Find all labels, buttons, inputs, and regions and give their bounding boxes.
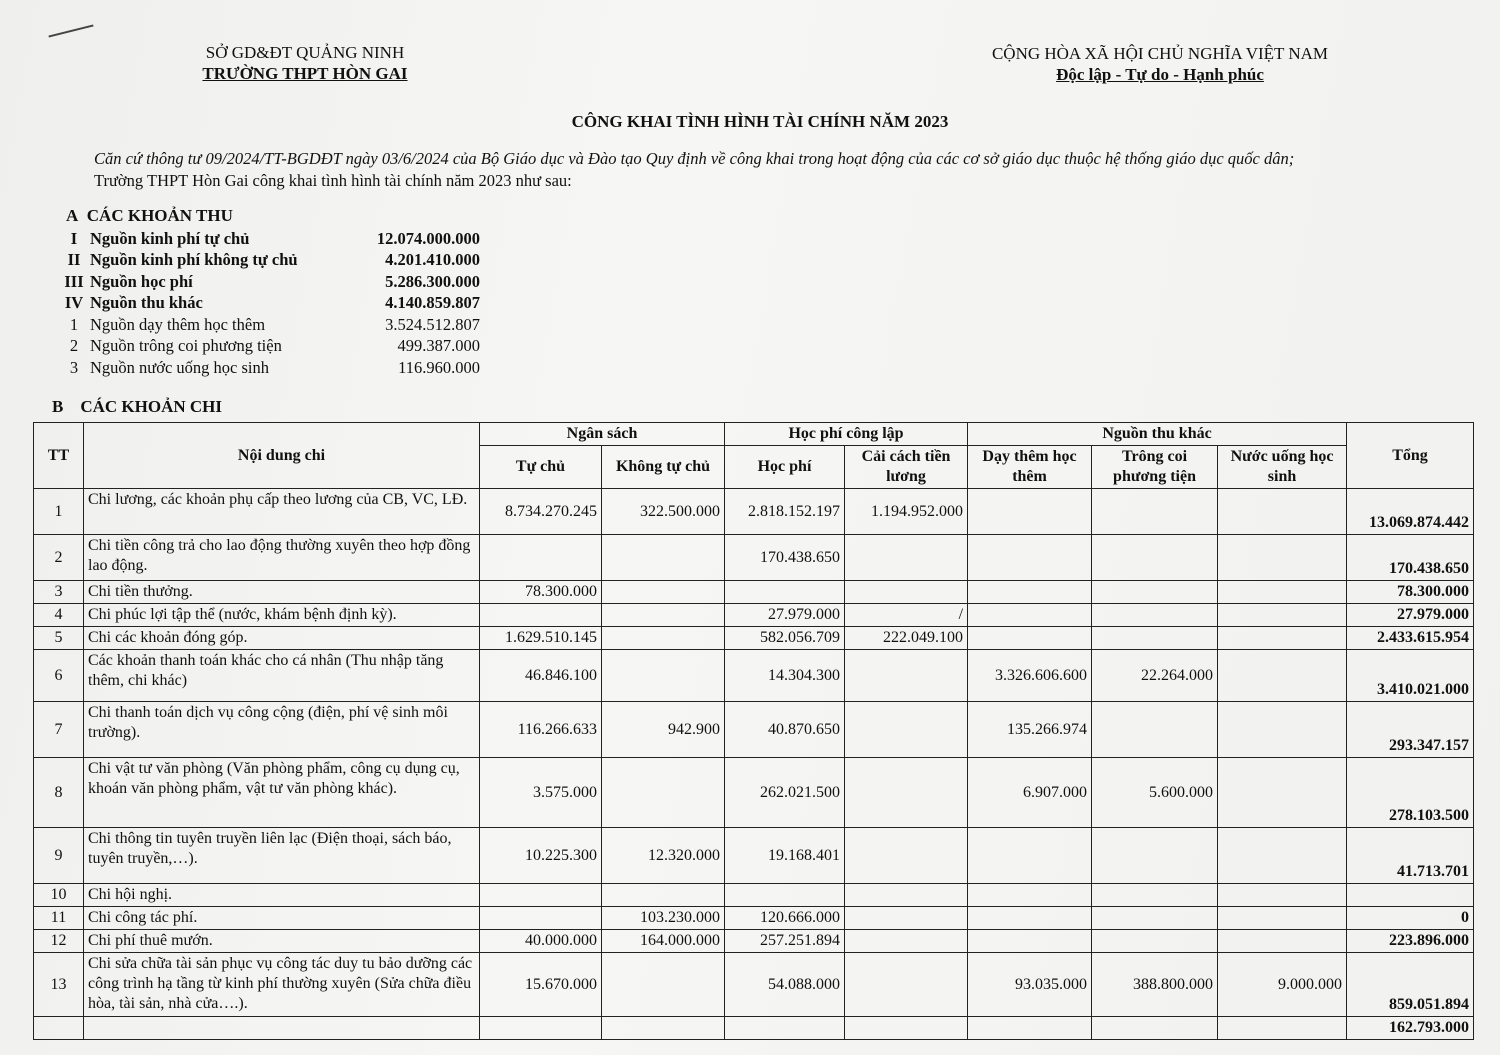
table-row	[34, 627, 1474, 650]
cell-day-them	[968, 535, 1092, 581]
cell-khong-tu-chu	[602, 953, 725, 1017]
cell-nuoc-uong	[1218, 1017, 1347, 1040]
cell-trong-coi: 22.264.000	[1092, 650, 1218, 702]
cell-hoc-phi: 257.251.894	[725, 930, 845, 953]
cell-tong: 41.713.701	[1347, 828, 1474, 884]
row-content: Chi lương, các khoản phụ cấp theo lương của CB, VC, LĐ.	[84, 489, 480, 535]
cell-nuoc-uong	[1218, 535, 1347, 581]
cell-hoc-phi: 262.021.500	[725, 758, 845, 828]
header-nguon-thu-khac: Nguồn thu khác	[968, 423, 1347, 446]
cell-tong	[1347, 884, 1474, 907]
income-item-number: 1	[69, 314, 79, 334]
row-number: 12	[34, 930, 84, 953]
cell-tong: 278.103.500	[1347, 758, 1474, 828]
cell-khong-tu-chu	[602, 581, 725, 604]
cell-cai-cach	[845, 758, 968, 828]
cell-day-them	[968, 828, 1092, 884]
header-ngan-sach: Ngân sách	[480, 423, 725, 446]
income-item	[60, 228, 490, 250]
section-b-heading: B CÁC KHOẢN CHI	[52, 397, 223, 416]
income-item	[60, 314, 490, 336]
header-tu-chu: Tự chủ	[480, 446, 602, 489]
row-number: 1	[34, 489, 84, 535]
cell-tong: 78.300.000	[1347, 581, 1474, 604]
cell-tu-chu: 40.000.000	[480, 930, 602, 953]
cell-hoc-phi: 27.979.000	[725, 604, 845, 627]
table-row	[34, 907, 1474, 930]
row-number: 13	[34, 953, 84, 1017]
income-item	[60, 336, 490, 358]
cell-tong: 170.438.650	[1347, 535, 1474, 581]
row-content: Chi thông tin tuyên truyền liên lạc (Điện thoại, sách báo, tuyên truyền,…).	[84, 828, 480, 884]
table-row	[34, 489, 1474, 535]
cell-day-them: 3.326.606.600	[968, 650, 1092, 702]
cell-trong-coi	[1092, 828, 1218, 884]
cell-khong-tu-chu	[602, 535, 725, 581]
cell-tu-chu	[480, 1017, 602, 1040]
income-item-amount: 4.201.410.000	[385, 250, 480, 270]
row-content: Chi sửa chữa tài sản phục vụ công tác duy tu bảo dưỡng các công trình hạ tầng từ kinh phí thường xuyên (Sửa chữa điều hòa, tài sản, nhà cửa….).	[84, 953, 480, 1017]
cell-day-them	[968, 627, 1092, 650]
row-number: 10	[34, 884, 84, 907]
cell-tu-chu: 10.225.300	[480, 828, 602, 884]
cell-tu-chu: 15.670.000	[480, 953, 602, 1017]
cell-trong-coi	[1092, 535, 1218, 581]
income-item-amount: 116.960.000	[398, 357, 480, 377]
cell-hoc-phi: 170.438.650	[725, 535, 845, 581]
cell-tu-chu: 8.734.270.245	[480, 489, 602, 535]
cell-cai-cach: /	[845, 604, 968, 627]
cell-trong-coi	[1092, 702, 1218, 758]
cell-hoc-phi: 19.168.401	[725, 828, 845, 884]
cell-hoc-phi	[725, 581, 845, 604]
cell-day-them	[968, 930, 1092, 953]
cell-cai-cach	[845, 953, 968, 1017]
header-nuoc-uong: Nước uống học sinh	[1218, 446, 1347, 489]
cell-trong-coi: 5.600.000	[1092, 758, 1218, 828]
row-content: Chi vật tư văn phòng (Văn phòng phẩm, công cụ dụng cụ, khoán văn phòng phẩm, vật tư văn phòng khác).	[84, 758, 480, 828]
cell-cai-cach	[845, 828, 968, 884]
income-item-label: Nguồn trông coi phương tiện	[90, 336, 282, 356]
header-content: Nội dung chi	[84, 423, 480, 489]
cell-trong-coi: 388.800.000	[1092, 953, 1218, 1017]
row-content: Chi hội nghị.	[84, 884, 480, 907]
intro-line-1: Căn cứ thông tư 09/2024/TT-BGDĐT ngày 03/6/2024 của Bộ Giáo dục và Đào tạo Quy định về công khai trong hoạt động của các cơ sở giáo dục thuộc hệ thống giáo dục quốc dân;	[94, 149, 1295, 168]
row-content: Chi tiền công trả cho lao động thường xuyên theo hợp đồng lao động.	[84, 535, 480, 581]
cell-day-them: 93.035.000	[968, 953, 1092, 1017]
row-content: Chi phúc lợi tập thể (nước, khám bệnh định kỳ).	[84, 604, 480, 627]
income-item-label: Nguồn học phí	[90, 271, 193, 291]
cell-khong-tu-chu	[602, 758, 725, 828]
header-tong: Tổng	[1347, 423, 1474, 489]
row-number: 5	[34, 627, 84, 650]
cell-nuoc-uong	[1218, 650, 1347, 702]
header-left	[150, 42, 460, 84]
cell-tu-chu: 78.300.000	[480, 581, 602, 604]
cell-hoc-phi: 120.666.000	[725, 907, 845, 930]
cell-khong-tu-chu	[602, 1017, 725, 1040]
cell-day-them	[968, 907, 1092, 930]
cell-nuoc-uong	[1218, 581, 1347, 604]
cell-khong-tu-chu: 322.500.000	[602, 489, 725, 535]
cell-khong-tu-chu: 103.230.000	[602, 907, 725, 930]
cell-hoc-phi: 40.870.650	[725, 702, 845, 758]
cell-tong: 0	[1347, 907, 1474, 930]
row-number	[34, 1017, 84, 1040]
cell-cai-cach	[845, 1017, 968, 1040]
cell-tu-chu: 116.266.633	[480, 702, 602, 758]
cell-tu-chu: 1.629.510.145	[480, 627, 602, 650]
national-motto: Độc lập - Tự do - Hạnh phúc	[1056, 65, 1264, 84]
table-row	[34, 702, 1474, 758]
cell-tu-chu	[480, 907, 602, 930]
cell-cai-cach	[845, 581, 968, 604]
row-number: 4	[34, 604, 84, 627]
cell-cai-cach	[845, 930, 968, 953]
cell-tu-chu	[480, 604, 602, 627]
cell-tong: 2.433.615.954	[1347, 627, 1474, 650]
cell-nuoc-uong	[1218, 627, 1347, 650]
income-list	[60, 228, 490, 379]
cell-khong-tu-chu: 12.320.000	[602, 828, 725, 884]
cell-day-them	[968, 884, 1092, 907]
cell-tong: 162.793.000	[1347, 1017, 1474, 1040]
cell-cai-cach: 1.194.952.000	[845, 489, 968, 535]
income-item-label: Nguồn kinh phí tự chủ	[90, 228, 250, 248]
cell-cai-cach	[845, 535, 968, 581]
school-name: TRƯỜNG THPT HÒN GAI	[202, 64, 408, 83]
income-item	[60, 357, 490, 379]
national-title: CỘNG HÒA XÃ HỘI CHỦ NGHĨA VIỆT NAM	[991, 44, 1329, 63]
cell-khong-tu-chu: 942.900	[602, 702, 725, 758]
table-row	[34, 1017, 1474, 1040]
cell-cai-cach	[845, 907, 968, 930]
cell-day-them: 135.266.974	[968, 702, 1092, 758]
income-item-amount: 5.286.300.000	[385, 271, 480, 291]
row-content: Chi các khoản đóng góp.	[84, 627, 480, 650]
cell-nuoc-uong	[1218, 758, 1347, 828]
table-row	[34, 581, 1474, 604]
cell-trong-coi	[1092, 489, 1218, 535]
cell-hoc-phi	[725, 884, 845, 907]
table-row	[34, 884, 1474, 907]
row-content: Chi công tác phí.	[84, 907, 480, 930]
row-number: 8	[34, 758, 84, 828]
income-item-amount: 3.524.512.807	[385, 314, 480, 334]
income-item-number: II	[67, 250, 81, 270]
table-row	[34, 930, 1474, 953]
header-right	[960, 43, 1360, 85]
table-row	[34, 604, 1474, 627]
cell-hoc-phi: 2.818.152.197	[725, 489, 845, 535]
income-item	[60, 250, 490, 272]
intro-text	[94, 148, 1414, 192]
cell-tu-chu	[480, 535, 602, 581]
cell-trong-coi	[1092, 604, 1218, 627]
cell-day-them	[968, 1017, 1092, 1040]
document-title: CÔNG KHAI TÌNH HÌNH TÀI CHÍNH NĂM 2023	[571, 112, 949, 131]
pen-mark	[48, 24, 93, 37]
cell-trong-coi	[1092, 627, 1218, 650]
cell-nuoc-uong	[1218, 702, 1347, 758]
cell-nuoc-uong	[1218, 604, 1347, 627]
income-item-number: IV	[64, 293, 84, 313]
cell-nuoc-uong	[1218, 907, 1347, 930]
row-content: Các khoản thanh toán khác cho cá nhân (Thu nhập tăng thêm, chi khác)	[84, 650, 480, 702]
cell-hoc-phi	[725, 1017, 845, 1040]
cell-nuoc-uong: 9.000.000	[1218, 953, 1347, 1017]
header-trong-coi: Trông coi phương tiện	[1092, 446, 1218, 489]
table-row	[34, 758, 1474, 828]
income-item-number: III	[64, 271, 84, 291]
header-cai-cach: Cải cách tiền lương	[845, 446, 968, 489]
cell-tong: 859.051.894	[1347, 953, 1474, 1017]
cell-khong-tu-chu	[602, 604, 725, 627]
department-name: SỞ GD&ĐT QUẢNG NINH	[205, 43, 405, 62]
row-content: Chi tiền thưởng.	[84, 581, 480, 604]
cell-nuoc-uong	[1218, 489, 1347, 535]
cell-khong-tu-chu	[602, 884, 725, 907]
table-row	[34, 953, 1474, 1017]
income-item-amount: 4.140.859.807	[385, 293, 480, 313]
cell-nuoc-uong	[1218, 884, 1347, 907]
cell-tong: 13.069.874.442	[1347, 489, 1474, 535]
cell-tong: 293.347.157	[1347, 702, 1474, 758]
cell-trong-coi	[1092, 884, 1218, 907]
header-hoc-phi: Học phí	[725, 446, 845, 489]
row-number: 7	[34, 702, 84, 758]
cell-day-them	[968, 489, 1092, 535]
cell-hoc-phi: 54.088.000	[725, 953, 845, 1017]
header-khong-tu-chu: Không tự chủ	[602, 446, 725, 489]
row-content: Chi thanh toán dịch vụ công cộng (điện, phí vệ sinh môi trường).	[84, 702, 480, 758]
intro-line-2: Trường THPT Hòn Gai công khai tình hình tài chính năm 2023 như sau:	[94, 171, 572, 190]
cell-trong-coi	[1092, 1017, 1218, 1040]
cell-trong-coi	[1092, 581, 1218, 604]
cell-trong-coi	[1092, 907, 1218, 930]
table-row	[34, 650, 1474, 702]
cell-day-them: 6.907.000	[968, 758, 1092, 828]
section-a-heading: A CÁC KHOẢN THU	[66, 206, 233, 225]
header-hoc-phi-cong-lap: Học phí công lập	[725, 423, 968, 446]
table-row	[34, 828, 1474, 884]
cell-cai-cach	[845, 702, 968, 758]
row-number: 6	[34, 650, 84, 702]
table-row	[34, 535, 1474, 581]
income-item-amount: 12.074.000.000	[376, 228, 480, 248]
expense-table	[33, 422, 1474, 1040]
income-item-number: 3	[69, 357, 79, 377]
cell-tong: 27.979.000	[1347, 604, 1474, 627]
cell-hoc-phi: 14.304.300	[725, 650, 845, 702]
cell-tong: 3.410.021.000	[1347, 650, 1474, 702]
cell-cai-cach	[845, 650, 968, 702]
cell-khong-tu-chu	[602, 627, 725, 650]
income-item-number: I	[70, 228, 78, 248]
row-content: Chi phí thuê mướn.	[84, 930, 480, 953]
income-item-label: Nguồn nước uống học sinh	[90, 357, 269, 377]
row-number: 2	[34, 535, 84, 581]
income-item	[60, 293, 490, 315]
cell-khong-tu-chu	[602, 650, 725, 702]
cell-tong: 223.896.000	[1347, 930, 1474, 953]
income-item-label: Nguồn thu khác	[90, 293, 203, 313]
income-item-label: Nguồn kinh phí không tự chủ	[90, 250, 298, 270]
row-number: 11	[34, 907, 84, 930]
income-item-label: Nguồn dạy thêm học thêm	[90, 314, 266, 334]
cell-trong-coi	[1092, 930, 1218, 953]
income-item-number: 2	[69, 336, 79, 356]
cell-day-them	[968, 581, 1092, 604]
row-number: 3	[34, 581, 84, 604]
cell-nuoc-uong	[1218, 930, 1347, 953]
cell-tu-chu: 46.846.100	[480, 650, 602, 702]
cell-tu-chu	[480, 884, 602, 907]
cell-hoc-phi: 582.056.709	[725, 627, 845, 650]
cell-cai-cach: 222.049.100	[845, 627, 968, 650]
header-day-them: Dạy thêm học thêm	[968, 446, 1092, 489]
cell-khong-tu-chu: 164.000.000	[602, 930, 725, 953]
header-tt: TT	[34, 423, 84, 489]
cell-cai-cach	[845, 884, 968, 907]
row-number: 9	[34, 828, 84, 884]
row-content	[84, 1017, 480, 1040]
cell-tu-chu: 3.575.000	[480, 758, 602, 828]
income-item	[60, 271, 490, 293]
income-item-amount: 499.387.000	[397, 336, 480, 356]
cell-day-them	[968, 604, 1092, 627]
cell-nuoc-uong	[1218, 828, 1347, 884]
